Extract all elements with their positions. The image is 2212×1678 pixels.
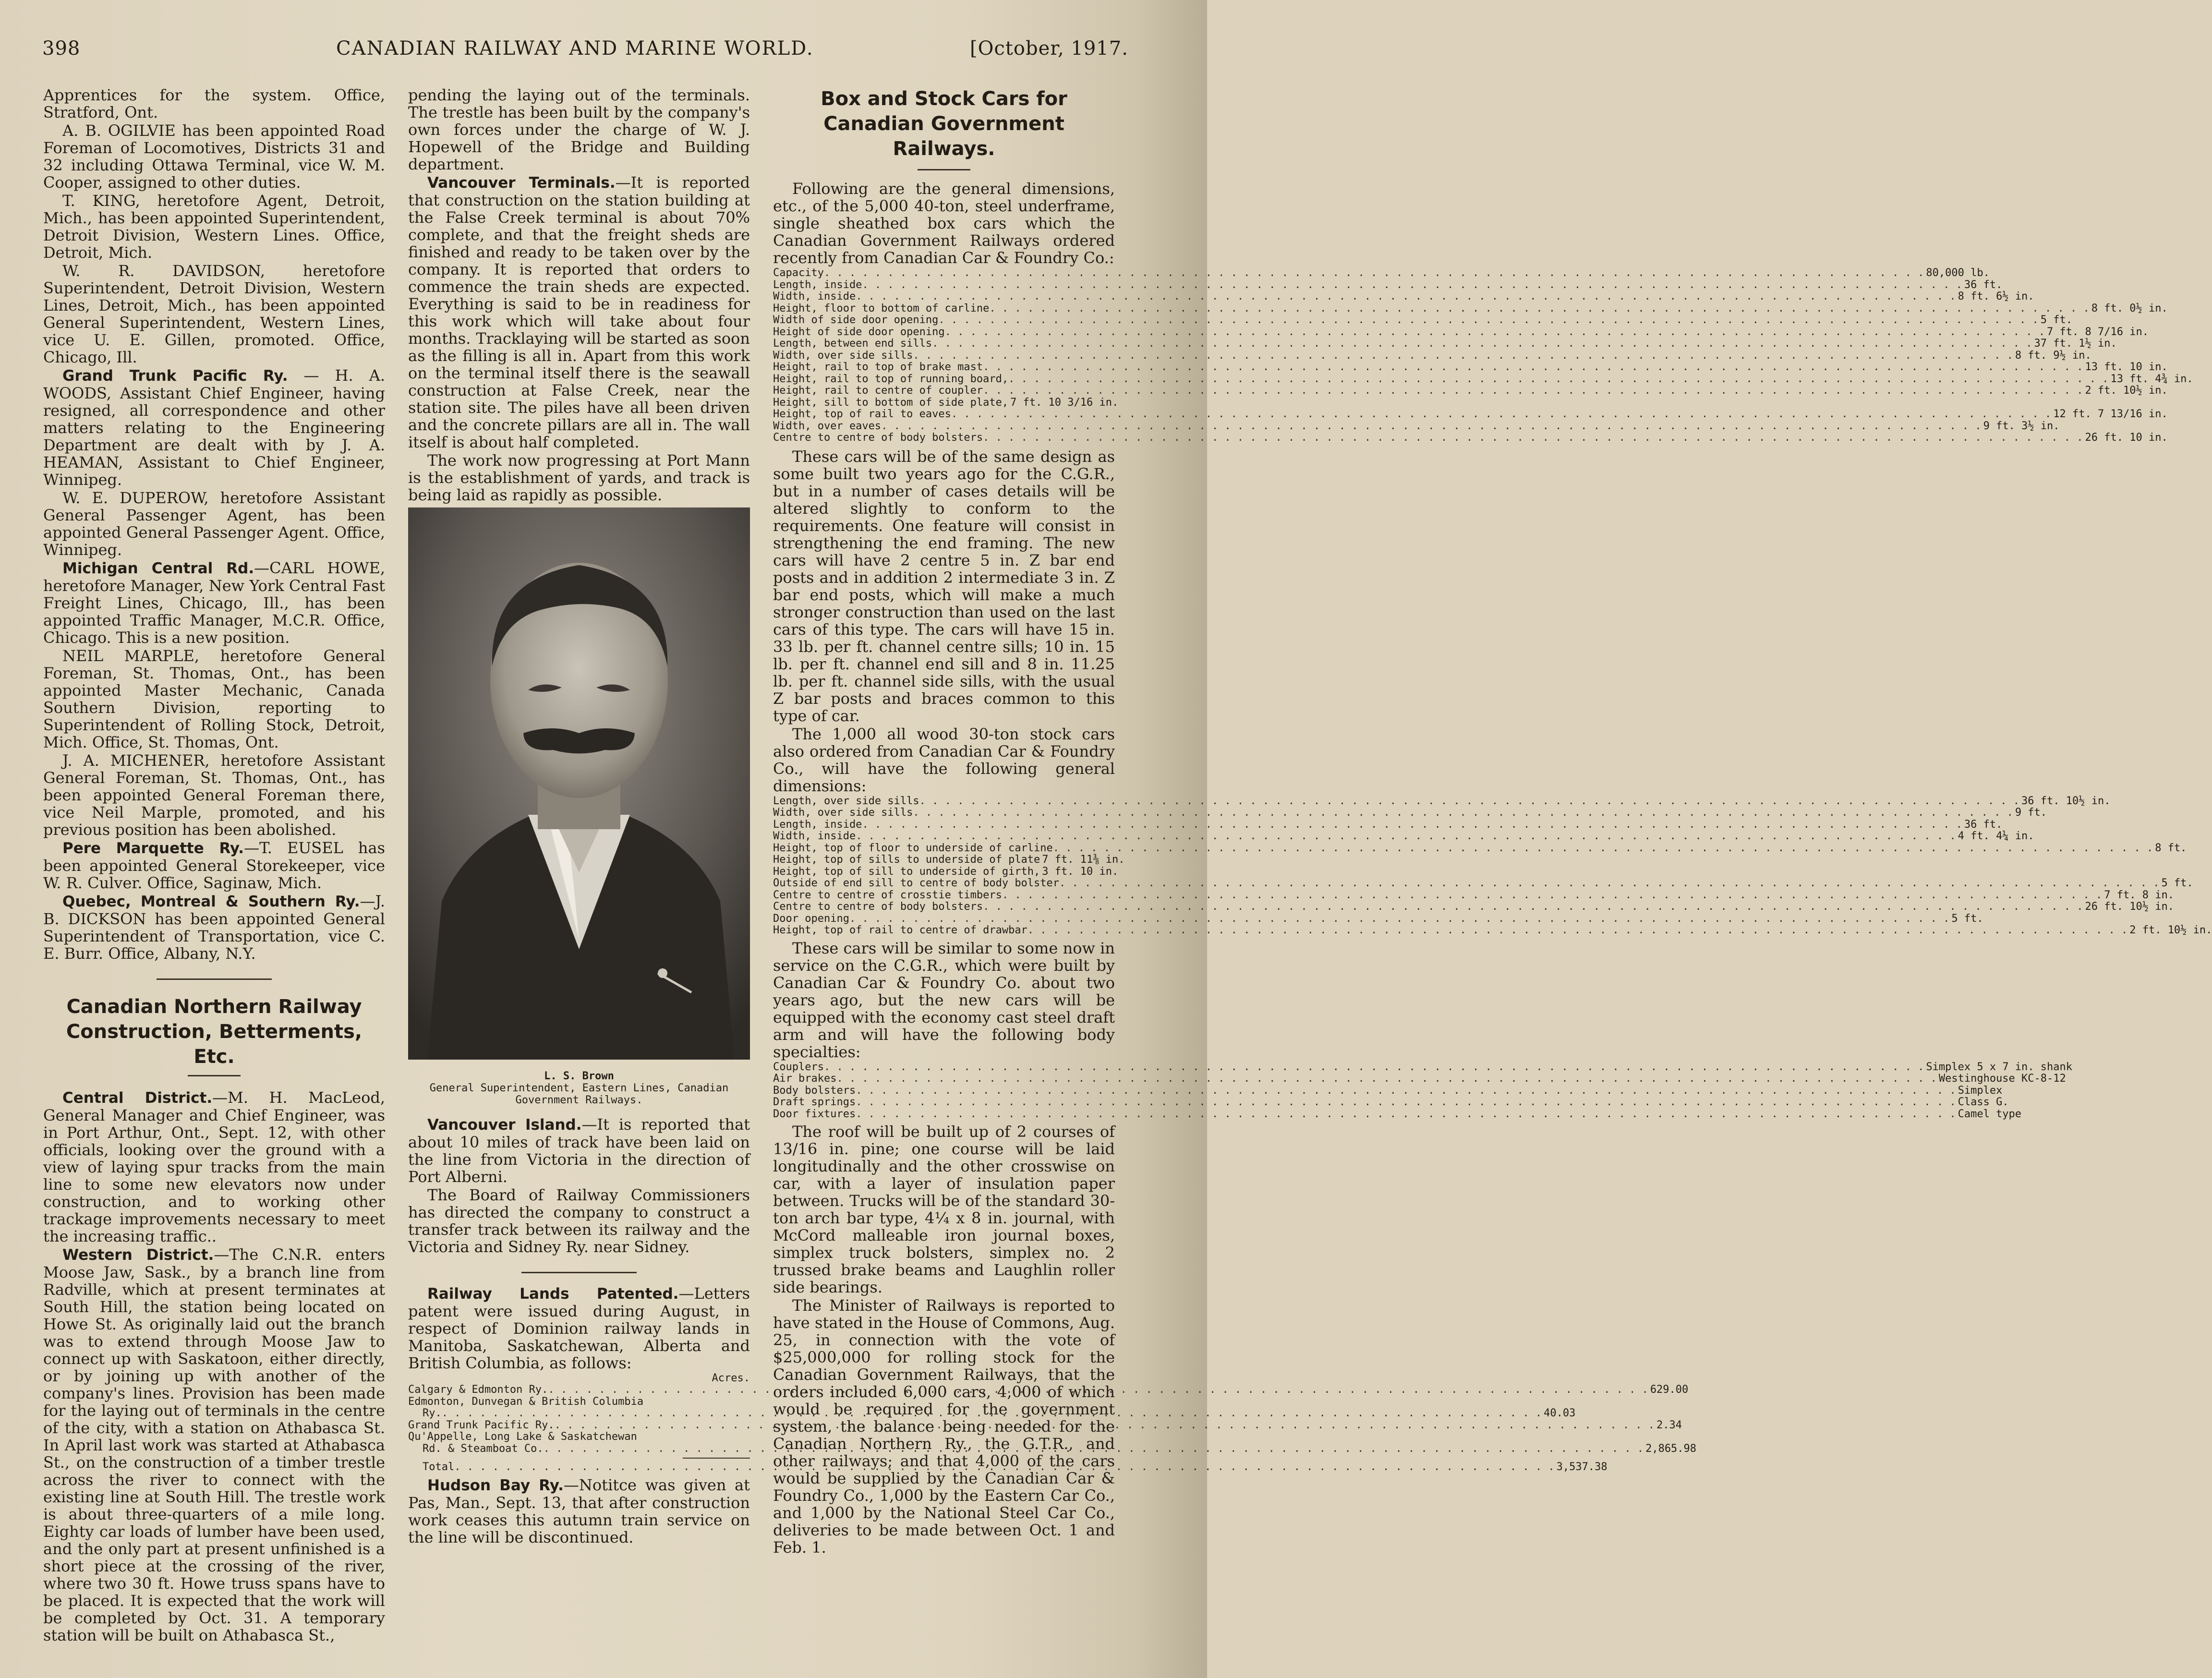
row-value: 13 ft. 4¾ in. — [2110, 373, 2193, 385]
lands-row — [408, 1442, 1697, 1455]
run-in-heading: Vancouver Terminals. — [427, 174, 616, 192]
total-label: Total — [423, 1461, 455, 1473]
acres-column-header: Acres. — [712, 1372, 750, 1384]
leader-dots — [862, 279, 1962, 291]
spec-row — [773, 877, 2193, 890]
paragraph: The 1,000 all wood 30-ton stock cars also ordered from Canadian Car & Foundry Co., will have the following general dimensions: — [773, 724, 1115, 795]
leader-dots — [913, 350, 2013, 362]
spec-row — [773, 267, 1990, 279]
total-rule — [683, 1458, 750, 1459]
row-value: 36 ft. 10½ in. — [2021, 795, 2111, 807]
portrait-photo — [408, 507, 750, 1060]
row-label: Width, inside — [773, 830, 856, 842]
leader-dots — [824, 1062, 1924, 1074]
spec-row — [773, 865, 1119, 878]
leader-dots — [1008, 374, 2108, 386]
paragraph-text: —It is reported that about 10 miles of track have been laid on the line from Victoria in the direction of Port Alberni. — [408, 1115, 750, 1186]
paragraph-text: —M. H. MacLeod, General Manager and Chief Engineer, was in Port Arthur, Ont., Sept. 12, with other officials, looking over the ground with a view of laying spur tracks from the main line to some new elevators now under construction, and to working other trackage improvements necessary to meet the increasing traffic.. — [43, 1088, 385, 1245]
paragraph: The work now progressing at Port Mann is the establishment of yards, and track is being laid as rapidly as possible. — [408, 451, 750, 504]
row-value: 37 ft. 1½ in. — [2034, 338, 2117, 350]
leader-dots — [951, 409, 2051, 421]
row-value: 8 ft. — [2155, 842, 2187, 854]
spec-row — [773, 842, 2187, 855]
acres-value: 2.34 — [1656, 1419, 1682, 1431]
spec-row — [773, 420, 2060, 433]
railway-name: Edmonton, Dunvegan & British Columbia — [408, 1395, 644, 1408]
paragraph-text: —Letters patent were issued during August, in respect of Dominion railway lands in Manitoba, Saskatchewan, Alberta and British Columbia, as follows: — [408, 1284, 750, 1372]
row-value: 9 ft. 3½ in. — [1983, 420, 2060, 432]
lands-row — [408, 1396, 750, 1408]
row-value: 36 ft. — [1964, 278, 2003, 291]
row-label: Door fixtures — [773, 1108, 856, 1120]
spec-row — [773, 290, 2034, 303]
row-label: Height, top of sills to underside of plate — [773, 854, 1040, 866]
paragraph: Following are the general dimensions, etc., of the 5,000 40-ton, steel underframe, single sheathed box cars which the Canadian Government Railways ordered recently from Canadian Car & Foundry Co.: — [773, 180, 1115, 267]
specialty-row — [773, 1108, 2022, 1121]
leader-dots — [856, 291, 1956, 303]
run-in-heading: Railway Lands Patented. — [427, 1285, 679, 1303]
row-label: Height, rail to top of brake mast — [773, 361, 983, 373]
paragraph — [43, 367, 385, 488]
specialty-row — [773, 1084, 2003, 1097]
row-value: 8 ft. 6½ in. — [1958, 290, 2034, 302]
row-value: 80,000 lb. — [1926, 267, 1990, 279]
paragraph: W. R. DAVIDSON, heretofore Superintendent, Detroit Division, Western Lines, Detroit, Mich., has been appointed General Superintendent, Western Lines, vice U. E. Gillen, promoted. Office, Chicago, Ill. — [43, 262, 385, 366]
row-value: 3 ft. 10 in. — [1042, 865, 1119, 878]
row-label: Height of side door opening — [773, 326, 945, 338]
specialty-row — [773, 1096, 2009, 1109]
paragraph-text: —Notitce was given at Pas, Man., Sept. 13, that after construction work ceases this autumn train service on the line will be discontinued. — [408, 1475, 750, 1546]
acres-value: 2,865.98 — [1645, 1442, 1697, 1455]
row-value: 13 ft. 10 in. — [2085, 361, 2168, 373]
run-in-heading: Western District. — [62, 1246, 214, 1264]
spec-row — [773, 385, 2168, 397]
spec-row — [773, 912, 1983, 925]
row-label: Centre to centre of body bolsters — [773, 901, 983, 913]
spec-row — [773, 361, 2168, 374]
leader-dots — [856, 1109, 1956, 1121]
row-value: 26 ft. 10 in. — [2085, 432, 2168, 444]
row-label: Height, top of rail to centre of drawbar — [773, 924, 1027, 936]
spec-row — [773, 807, 2047, 819]
spec-row — [773, 795, 2111, 808]
row-label: Height, top of floor to underside of carline — [773, 842, 1053, 854]
railway-name: Grand Trunk Pacific Ry. — [408, 1419, 555, 1431]
stock-car-specs — [773, 795, 2212, 937]
spec-row — [773, 373, 2193, 386]
row-value: 2 ft. 10½ in. — [2129, 924, 2212, 936]
row-value: 5 ft. — [1951, 912, 1983, 925]
row-value: 7 ft. 8 7/16 in. — [2047, 326, 2149, 338]
row-value: Class G. — [1958, 1096, 2009, 1108]
row-label: Width of side door opening — [773, 314, 939, 326]
section-heading: Canadian Northern Railway Construction, Betterments, Etc. — [66, 996, 363, 1068]
paragraph — [43, 559, 385, 646]
paragraph: A. B. OGILVIE has been appointed Road Foreman of Locomotives, Districts 31 and 32 including Ottawa Terminal, vice W. M. Cooper, assigned to other duties. — [43, 121, 385, 192]
spec-row — [773, 854, 1125, 866]
section-divider — [157, 978, 272, 980]
article-heading: Box and Stock Cars for Canadian Government Railways. — [821, 88, 1067, 160]
paragraph-text: —CARL HOWE, heretofore Manager, New York Central Fast Freight Lines, Chicago, Ill., has been appointed Traffic Manager, M.C.R. Office, Chicago. This is a new position. — [43, 559, 385, 647]
paragraph: Apprentices for the system. Office, Stratford, Ont. — [43, 86, 385, 121]
leader-dots — [983, 901, 2083, 913]
row-label: Centre to centre of body bolsters — [773, 432, 983, 444]
paragraph-text: —The C.N.R. enters Moose Jaw, Sask., by a branch line from Radville, which at present terminates at South Hill, the station being located on Howe St. As originally laid out the branch was to extend through Moose Jaw to connect up with Saskatoon, either directly, or by joining up with another of the company's lines. Provision has been made for the laying out of terminals in the centre of the city, with a station on Athabasca St. In April last work was started at Athabasca St., on the construction of a timber trestle across the river to connect with the existing line at South Hill. The trestle work is about three-quarters of a mile long. Eighty car loads of lumber have been used, and the only part at present unfinished is a short piece at the crossing of the river, where two 30 ft. Howe truss spans have to be placed. It is expected that the work will be completed by Oct. 31. A temporary station will be built on Athabasca St., — [43, 1245, 386, 1644]
page-number: 398 — [42, 37, 81, 60]
section-divider — [521, 1272, 637, 1273]
heading-rule — [188, 1075, 241, 1076]
heading-rule — [918, 169, 970, 170]
paragraph: The roof will be built up of 2 courses of 13/16 in. pine; one course will be laid longitudinally and the other crosswise on car, with a layer of insulation paper between. Trucks will be of the standard 30-ton arch bar type, 4¼ x 8 in. journal, with McCord malleable iron journal boxes, simplex truck bolsters, simplex no. 2 trussed brake beams and Laughlin roller side bearings. — [773, 1123, 1115, 1296]
row-label: Height, floor to bottom of carline — [773, 302, 990, 314]
run-in-heading: Hudson Bay Ry. — [427, 1476, 564, 1494]
run-in-heading: Michigan Central Rd. — [62, 560, 254, 577]
row-label: Width, over side sills — [773, 349, 913, 362]
leader-dots — [836, 1073, 1936, 1085]
paragraph — [43, 1089, 385, 1245]
specialty-row — [773, 1073, 2066, 1085]
spec-row — [773, 326, 2149, 338]
row-value: 7 ft. 11⅜ in. — [1042, 854, 1125, 866]
row-label: Body bolsters — [773, 1084, 856, 1097]
row-value: 36 ft. — [1964, 818, 2003, 831]
row-label: Length, between end sills — [773, 338, 932, 350]
paragraph: pending the laying out of the terminals. The trestle has been built by the company's own forces under the charge of W. J. Hopewell of the Bridge and Building department. — [408, 86, 750, 173]
row-label: Width, inside — [773, 290, 856, 302]
row-value: 8 ft. 9½ in. — [2015, 349, 2091, 362]
paragraph — [408, 1116, 750, 1185]
leader-dots — [856, 831, 1956, 843]
paragraph — [43, 1246, 385, 1644]
acres-value: 40.03 — [1544, 1407, 1576, 1419]
row-label: Centre to centre of crosstie timbers — [773, 889, 1002, 901]
row-label: Height, sill to bottom of side plate, — [773, 396, 1009, 409]
spec-row — [773, 314, 2073, 326]
row-label: Width, over side sills — [773, 807, 913, 819]
row-value: 26 ft. 10½ in. — [2085, 901, 2174, 913]
total-row — [408, 1461, 1608, 1473]
paragraph-text: — H. A. WOODS, Assistant Chief Engineer, having resigned, all correspondence and other matters relating to the Engineering Department are dealt with by J. A. HEAMAN, Assistant to Chief Engineer, Winnipeg. — [43, 366, 385, 489]
railway-name: Calgary & Edmonton Ry. — [408, 1384, 548, 1396]
leader-dots — [983, 432, 2083, 444]
row-label: Capacity — [773, 267, 824, 279]
spec-row — [773, 924, 2212, 937]
spec-row — [773, 408, 2168, 421]
spec-row — [773, 349, 2091, 362]
row-label: Couplers — [773, 1061, 824, 1073]
paragraph-text: —J. B. DICKSON has been appointed General Superintendent of Transportation, vice C. E. Burr. Office, Albany, N.Y. — [43, 892, 385, 963]
box-car-specs — [773, 267, 2193, 444]
row-value: Simplex 5 x 7 in. shank — [1926, 1061, 2073, 1073]
leader-dots — [1002, 890, 2102, 902]
paragraph: The Minister of Railways is reported to have stated in the House of Commons, Aug. 25, in connection with the vote of $25,000,000 for rolling stock for the Canadian Government Railways, that the orders included 6,000 cars, 4,000 of which would be required for the government system, the balance being needed for the Canadian Northern Ry., the G.T.R., and other railways; and that 4,000 of the cars would be supplied by the Canadian Car & Foundry Co., 1,000 by the Eastern Car Co., and 1,000 by the National Steel Car Co., deliveries to be made between Oct. 1 and Feb. 1. — [773, 1296, 1115, 1557]
paragraph — [43, 839, 385, 892]
leader-dots — [1059, 878, 2159, 890]
lands-row — [408, 1419, 1682, 1432]
leader-dots — [856, 1085, 1956, 1097]
leader-dots — [856, 1097, 1956, 1109]
row-value: 8 ft. 0½ in. — [2091, 302, 2168, 314]
paragraph: These cars will be similar to some now in service on the C.G.R., which were built by Canadian Car & Foundry Co. about two years ago, but the new cars will be equipped with the economy cast steel draft arm and will have the following body specialties: — [773, 939, 1115, 1061]
leader-dots — [862, 819, 1962, 831]
spec-row — [773, 830, 2034, 843]
row-value: 12 ft. 7 13/16 in. — [2053, 408, 2168, 420]
run-in-heading: Central District. — [62, 1089, 213, 1107]
spec-row — [773, 818, 2003, 831]
column-left — [43, 86, 385, 1645]
railway-name: Qu'Appelle, Long Lake & Saskatchewan — [408, 1431, 637, 1443]
leader-dots — [824, 267, 1924, 279]
row-value: 2 ft. 10½ in. — [2085, 385, 2168, 397]
row-label: Length, over side sills — [773, 795, 919, 807]
paragraph — [43, 893, 385, 962]
spec-row — [773, 889, 2174, 902]
leader-dots — [938, 314, 2038, 326]
paragraph: The Board of Railway Commissioners has directed the company to construct a transfer track between its railway and the Victoria and Sidney Ry. near Sidney. — [408, 1186, 750, 1256]
leader-dots — [989, 303, 2089, 315]
specialty-row — [773, 1061, 2073, 1074]
total-value: 3,537.38 — [1556, 1461, 1608, 1473]
row-label: Outside of end sill to centre of body bolster — [773, 877, 1060, 889]
caption-title: General Superintendent, Eastern Lines, Canadian Government Railways. — [429, 1082, 729, 1106]
row-value: 5 ft. — [2161, 877, 2193, 889]
paragraph: W. E. DUPEROW, heretofore Assistant General Passenger Agent, has been appointed General Passenger Agent. Office, Winnipeg. — [43, 489, 385, 559]
paragraph — [408, 1476, 750, 1546]
row-value: Camel type — [1958, 1108, 2022, 1120]
leader-dots — [1027, 925, 2127, 937]
railway-name: Rd. & Steamboat Co. — [423, 1442, 544, 1455]
row-value: 5 ft. — [2040, 314, 2073, 326]
photo-caption — [408, 1070, 750, 1106]
leader-dots — [881, 421, 1981, 433]
row-value: Westinghouse KC-8-12 — [1938, 1073, 2066, 1085]
row-label: Length, inside — [773, 818, 862, 831]
paragraph — [408, 174, 750, 451]
row-label: Length, inside — [773, 278, 862, 291]
run-in-heading: Vancouver Island. — [427, 1116, 582, 1134]
leader-dots — [983, 362, 2083, 374]
body-specialties — [773, 1061, 2073, 1121]
paragraph: These cars will be of the same design as some built two years ago for the C.G.R., but in a number of cases details will be altered slightly to conform to the requirements. One feature will consist in strengthening the end framing. The new cars will have 2 centre 5 in. Z bar end posts and in addition 2 intermediate 3 in. Z bar end posts, which will make a much stronger construction than used on the last cars of this type. The cars will have 15 in. 33 lb. per ft. channel centre sills; 10 in. 15 lb. per ft. channel end sill and 8 in. 11.25 lb. per ft. channel side sills, with the usual Z bar posts and braces common to this type of car. — [773, 447, 1115, 725]
spec-row — [773, 901, 2174, 913]
paragraph-text: —It is reported that construction on the station building at the False Creek terminal is about 70% complete, and that the freight sheds are finished and ready to be taken over by the company. It is reported that orders to commence the train sheds are expected. Everything is said to be in readiness for this work which will take about four months. Tracklaying will be started as soon as the filling is all in. Apart from this work on the terminal itself there is the seawall construction at False Creek, near the station site. The piles have all been driven and the concrete pillars are all in. The wall itself is about half completed. — [408, 173, 750, 451]
paragraph: T. KING, heretofore Agent, Detroit, Mich., has been appointed Superintendent, Detroit Division, Western Lines. Office, Detroit, Mich. — [43, 192, 385, 262]
paragraph — [408, 1285, 750, 1372]
row-label: Height, top of sill to underside of girth, — [773, 865, 1040, 878]
lands-row — [408, 1384, 1689, 1396]
spec-row — [773, 278, 2003, 291]
run-in-heading: Grand Trunk Pacific Ry. — [62, 367, 288, 385]
row-label: Air brakes — [773, 1073, 837, 1085]
row-value: 7 ft. 8 in. — [2104, 889, 2174, 901]
leader-dots — [849, 913, 1949, 925]
paragraph-text: —T. EUSEL has been appointed General Storekeeper, vice W. R. Culver. Office, Saginaw, Mich. — [43, 839, 386, 892]
caption-name: L. S. Brown — [544, 1070, 614, 1082]
leader-dots — [1053, 843, 2153, 855]
leader-dots — [919, 796, 2019, 808]
lands-row — [408, 1431, 750, 1443]
run-in-heading: Quebec, Montreal & Southern Ry. — [62, 893, 360, 910]
row-label: Draft springs — [773, 1096, 856, 1108]
spec-row — [773, 338, 2117, 350]
leader-dots — [932, 338, 2032, 350]
paragraph: J. A. MICHENER, heretofore Assistant General Foreman, St. Thomas, Ont., has been appointed General Foreman there, vice Neil Marple, promoted, and his previous position has been abolished. — [43, 751, 385, 839]
leader-dots — [913, 807, 2013, 819]
spec-row — [773, 396, 1119, 409]
paragraph: NEIL MARPLE, heretofore General Foreman, St. Thomas, Ont., has been appointed Master Mechanic, Canada Southern Division, reporting to Superintendent of Rolling Stock, Detroit, Mich. Office, St. Thomas, Ont. — [43, 647, 385, 751]
lands-table — [408, 1384, 1697, 1455]
row-label: Door opening — [773, 912, 849, 925]
row-value: 7 ft. 10 3/16 in. — [1010, 396, 1119, 409]
page-title: CANADIAN RAILWAY AND MARINE WORLD. — [336, 37, 814, 60]
lands-row — [408, 1407, 1576, 1420]
run-in-heading: Pere Marquette Ry. — [62, 840, 244, 857]
issue-date: [October, 1917. — [970, 37, 1128, 60]
spec-row — [773, 432, 2168, 444]
row-value: Simplex — [1958, 1084, 2003, 1097]
row-label: Height, rail to top of running board, — [773, 373, 1009, 385]
row-value: 4 ft. 4¼ in. — [1958, 830, 2034, 842]
row-label: Height, rail to centre of coupler — [773, 385, 983, 397]
lands-total — [408, 1461, 1608, 1473]
leader-dots — [983, 385, 2083, 397]
row-label: Width, over eaves — [773, 420, 882, 432]
spec-row — [773, 302, 2168, 315]
railway-name: Ry. — [423, 1407, 442, 1419]
acres-value: 629.00 — [1650, 1384, 1689, 1396]
row-value: 9 ft. — [2015, 807, 2047, 819]
row-label: Height, top of rail to eaves — [773, 408, 951, 420]
leader-dots — [945, 326, 2045, 338]
